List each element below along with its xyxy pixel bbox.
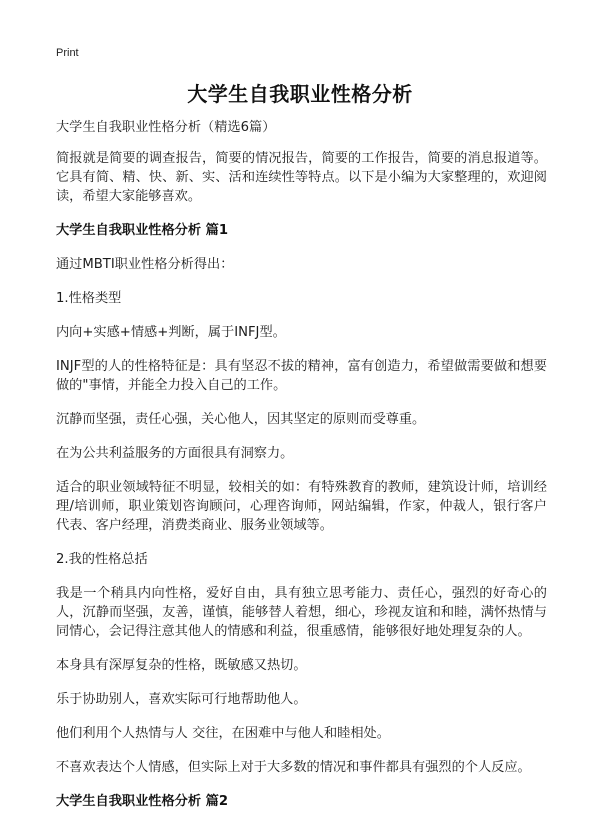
section-1 bbox=[56, 221, 547, 777]
section-heading: 大学生自我职业性格分析 篇1 bbox=[56, 223, 229, 238]
paragraph: 内向+实感+情感+判断，属于INFJ型。 bbox=[56, 325, 286, 340]
print-label[interactable]: Print bbox=[56, 47, 79, 59]
sub-heading: 1.性格类型 bbox=[56, 291, 122, 306]
document-body bbox=[56, 118, 547, 826]
paragraph: 他们利用个人热情与人 交往，在困难中与他人和睦相处。 bbox=[56, 726, 390, 741]
section-2 bbox=[56, 792, 547, 811]
section-heading: 大学生自我职业性格分析 篇2 bbox=[56, 794, 229, 809]
paragraph: 在为公共利益服务的方面很具有洞察力。 bbox=[56, 446, 294, 461]
paragraph: 不喜欢表达个人情感，但实际上对于大多数的情况和事件都具有强烈的个人反应。 bbox=[56, 760, 531, 775]
paragraph: 我是一个稍具内向性格，爱好自由，具有独立思考能力、责任心，强烈的好奇心的人，沉静而坚强，友善，谨慎，能够替人着想，细心，珍视友谊和和睦，满怀热情与同情心，会记得注意其他人的情感和利益，很重感情，能够很好地处理复杂的人。 bbox=[56, 586, 547, 639]
paragraph: INJF型的人的性格特征是：具有坚忍不拔的精神，富有创造力，希望做需要做和想要做的"事情，并能全力投入自己的工作。 bbox=[56, 359, 547, 393]
paragraph: 通过MBTI职业性格分析得出： bbox=[56, 257, 234, 272]
paragraph: 沉静而坚强，责任心强，关心他人，因其坚定的原则而受尊重。 bbox=[56, 412, 426, 427]
paragraph: 适合的职业领域特征不明显，较相关的如：有特殊教育的教师，建筑设计师，培训经理/培训师，职业策划咨询顾问，心理咨询师，网站编辑，作家，仲裁人，银行客户代表、客户经理，消费类商业、服务业领域等。 bbox=[56, 480, 547, 533]
sub-heading: 2.我的性格总括 bbox=[56, 552, 148, 567]
document-subtitle: 大学生自我职业性格分析（精选6篇） bbox=[56, 120, 276, 135]
paragraph: 本身具有深厚复杂的性格，既敏感又热切。 bbox=[56, 658, 307, 673]
intro-paragraph: 简报就是简要的调查报告，简要的情况报告，简要的工作报告，简要的消息报道等。它具有简、精、快、新、实、活和连续性等特点。以下是小编为大家整理的，欢迎阅读，希望大家能够喜欢。 bbox=[56, 151, 547, 204]
document-title: 大学生自我职业性格分析 bbox=[187, 82, 413, 106]
paragraph: 乐于协助别人，喜欢实际可行地帮助他人。 bbox=[56, 692, 307, 707]
